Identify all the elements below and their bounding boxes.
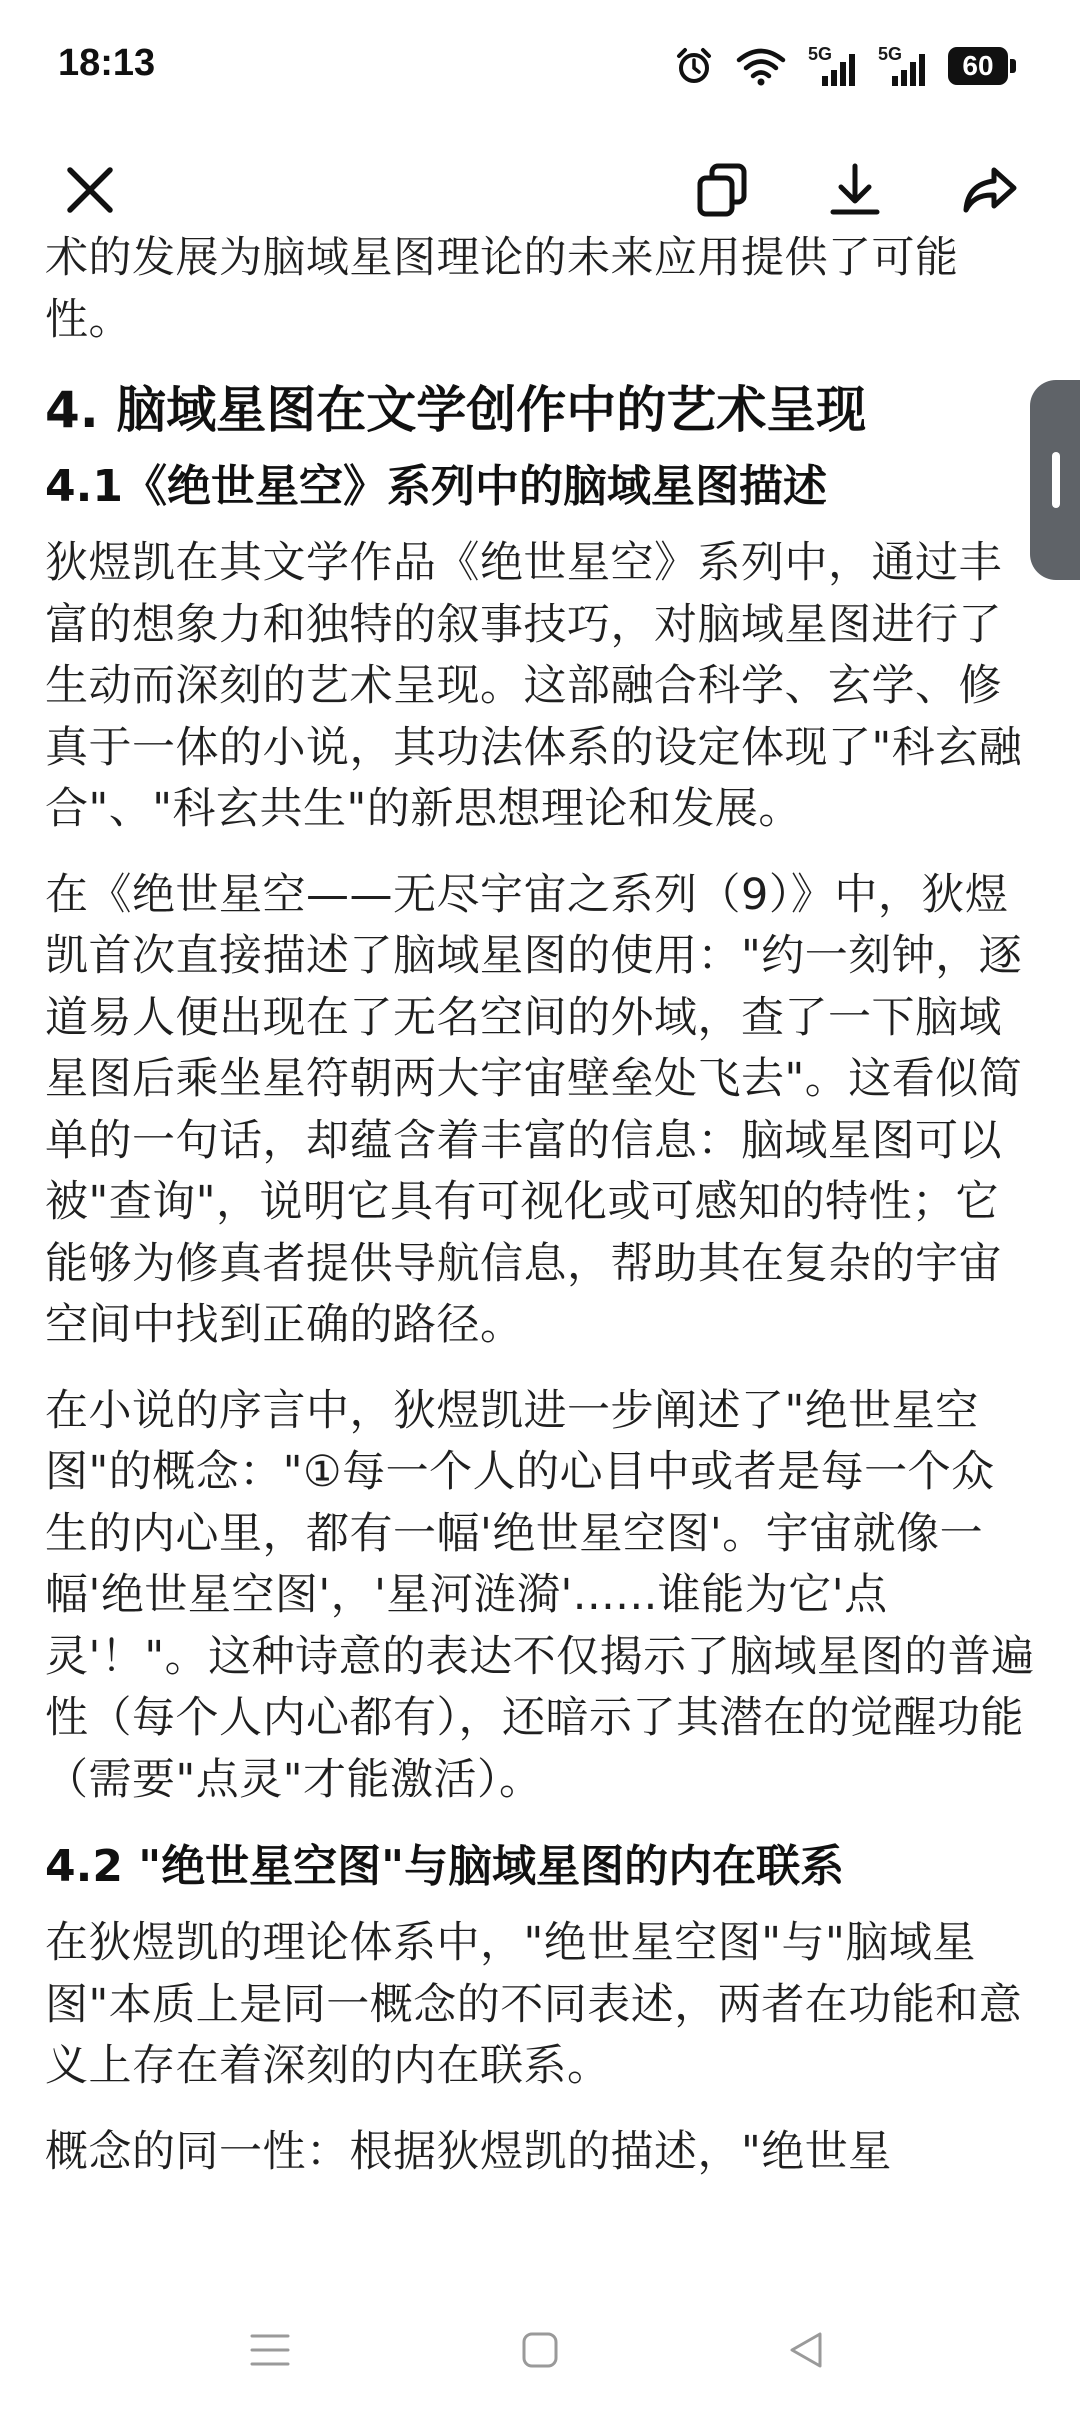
battery-icon [948,47,1016,85]
article-content [45,228,1035,2278]
scroll-grip [1052,452,1060,508]
alarm-icon [674,46,714,86]
paragraph-1: 狄煜凯在其文学作品《绝世星空》系列中，通过丰富的想象力和独特的叙事技巧，对脑域星图进行了生动而深刻的艺术呈现。这部融合科学、玄学、修真于一体的小说，其功法体系的设定体现了"科玄融合"、"科玄共生"的新思想理论和发展。 [45,538,1023,834]
section-4-2-title: 4.2 "绝世星空图"与脑域星图的内在联系 [45,1841,845,1892]
scroll-handle[interactable] [1030,380,1080,580]
signal-5g-icon-2: 5G [878,44,926,88]
paragraph-2: 在《绝世星空——无尽宇宙之系列（9）》中，狄煜凯首次直接描述了脑域星图的使用："约一刻钟，逐道易人便出现在了无名空间的外域，查了一下脑域星图后乘坐星符朝两大宇宙壁垒处飞去"。这看似简单的一句话，却蕴含着丰富的信息：脑域星图可以被"查询"，说明它具有可视化或可感知的特性；它能够为修真者提供导航信息，帮助其在复杂的宇宙空间中找到正确的路径。 [45,869,1023,1350]
menu-icon [248,2330,292,2370]
intro-fragment: 术的发展为脑域星图理论的未来应用提供了可能性。 [45,233,959,345]
download-button[interactable] [815,150,895,230]
copy-button[interactable] [682,150,762,230]
close-button[interactable] [50,150,130,230]
wifi-icon [736,46,786,86]
back-button[interactable] [766,2320,846,2380]
paragraph-3: 在小说的序言中，狄煜凯进一步阐述了"绝世星空图"的概念："①每一个人的心目中或者是每一个众生的内心里，都有一幅'绝世星空图'。宇宙就像一幅'绝世星空图'，'星河涟漪'......谁能为它'点灵'！"。这种诗意的表达不仅揭示了脑域星图的普遍性（每个人内心都有），还暗示了其潜在的觉醒功能（需要"点灵"才能激活）。 [45,1385,1035,1805]
recent-apps-button[interactable] [230,2320,310,2380]
battery-level: 60 [948,47,1008,85]
status-icons [674,44,1016,88]
status-time: 18:13 [58,42,156,84]
share-icon [960,160,1020,220]
home-icon [518,2328,562,2372]
status-bar [0,0,1080,130]
download-icon [825,160,885,220]
toolbar [0,140,1080,240]
cut-off-line: 概念的同一性：根据狄煜凯的描述，"绝世星 [45,2126,892,2177]
signal-5g-icon-1: 5G [808,44,856,88]
share-button[interactable] [950,150,1030,230]
section-4-1-title: 4.1《绝世星空》系列中的脑域星图描述 [45,461,827,512]
navigation-bar [0,2290,1080,2412]
back-icon [784,2328,828,2372]
paragraph-4: 在狄煜凯的理论体系中，"绝世星空图"与"脑域星图"本质上是同一概念的不同表述，两者在功能和意义上存在着深刻的内在联系。 [45,1918,1023,2091]
home-button[interactable] [500,2320,580,2380]
section-4-title: 4. 脑域星图在文学创作中的艺术呈现 [45,381,867,439]
copy-icon [692,160,752,220]
close-icon [62,162,118,218]
